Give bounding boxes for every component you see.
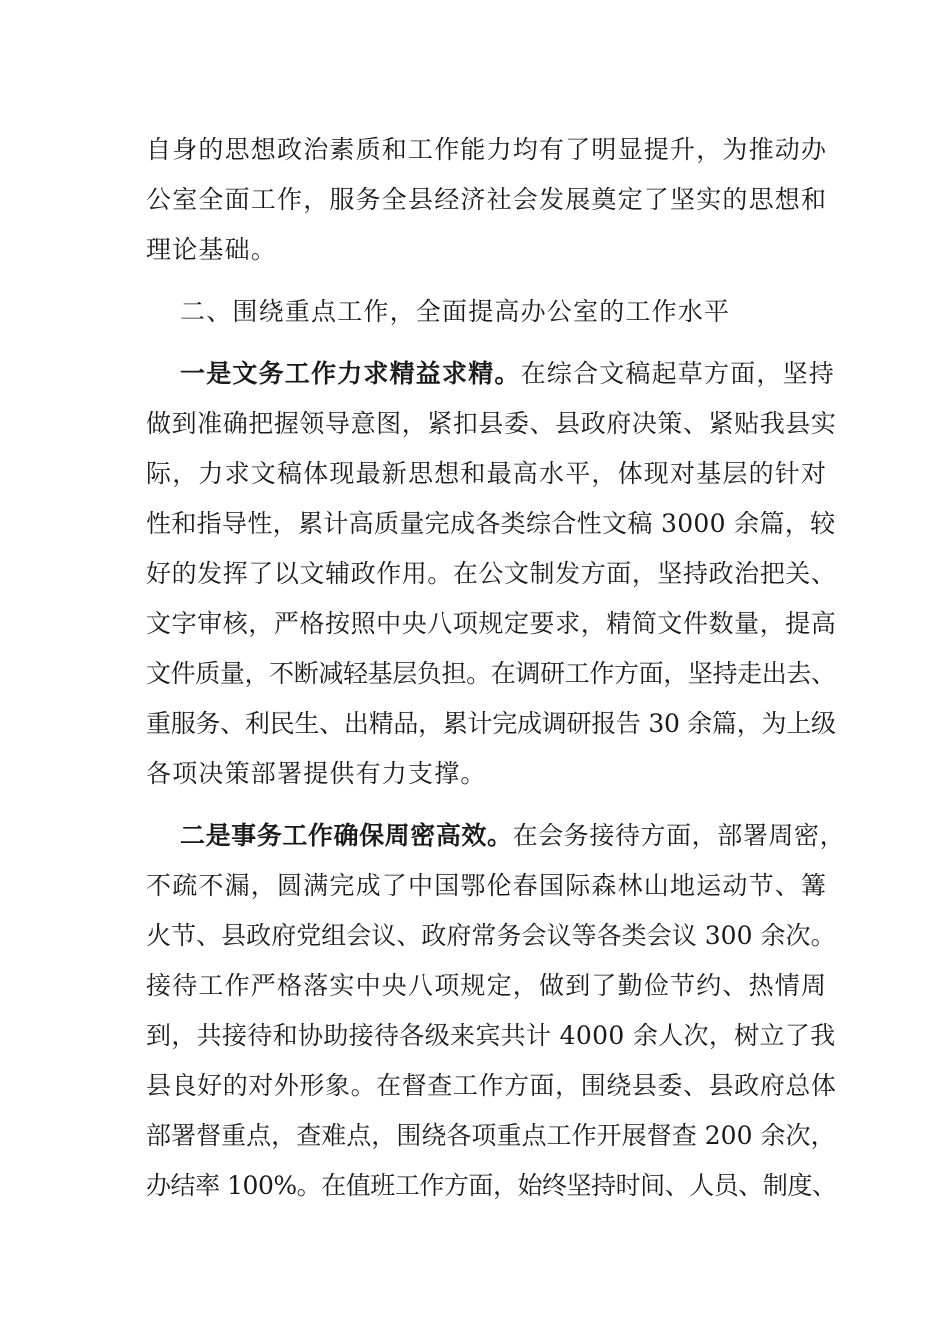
paragraph-2-line-8: 重服务、利民生、出精品，累计完成调研报告 30 余篇，为上级	[146, 709, 836, 738]
paragraph-1-line-2: 公室全面工作，服务全县经济社会发展奠定了坚实的思想和	[146, 185, 828, 214]
paragraph-1-line-1: 自身的思想政治素质和工作能力均有了明显提升，为推动办	[146, 135, 828, 164]
paragraph-2-line-4: 性和指导性，累计高质量完成各类综合性文稿 3000 余篇，较	[146, 509, 836, 538]
paragraph-3-line-8: 办结率 100%。在值班工作方面，始终坚持时间、人员、制度、	[146, 1171, 837, 1200]
paragraph-3-lead: 二是事务工作确保周密高效。	[180, 821, 513, 850]
paragraph-3-line-2: 不疏不漏，圆满完成了中国鄂伦春国际森林山地运动节、篝	[146, 871, 828, 900]
paragraph-3-line-4: 接待工作严格落实中央八项规定，做到了勤俭节约、热情周	[146, 971, 828, 1000]
paragraph-1-line-3: 理论基础。	[146, 235, 278, 264]
paragraph-2-line-5: 好的发挥了以文辅政作用。在公文制发方面，坚持政治把关、	[146, 559, 837, 588]
paragraph-3-line-1	[180, 820, 846, 852]
section-heading-2: 二、围绕重点工作，全面提高办公室的工作水平	[180, 297, 731, 326]
paragraph-3-line-3: 火节、县政府党组会议、政府常务会议等各类会议 300 余次。	[146, 921, 836, 950]
paragraph-3-line-7: 部署督重点，查难点，围绕各项重点工作开展督查 200 余次，	[146, 1121, 836, 1150]
paragraph-3-line-5: 到，共接待和协助接待各级来宾共计 4000 余人次，树立了我	[146, 1021, 836, 1050]
paragraph-2-lead: 一是文务工作力求精益求精。	[180, 359, 521, 388]
paragraph-2-line-6: 文字审核，严格按照中央八项规定要求，精简文件数量，提高	[146, 609, 837, 638]
paragraph-3-first-text: 在会务接待方面，部署周密，	[512, 821, 846, 850]
paragraph-2-first-text: 在综合文稿起草方面，坚持	[520, 359, 836, 388]
paragraph-2-line-3: 际，力求文稿体现最新思想和最高水平，体现对基层的针对	[146, 459, 828, 488]
paragraph-2-line-2: 做到准确把握领导意图，紧扣县委、县政府决策、紧贴我县实	[146, 409, 837, 438]
paragraph-2-line-7: 文件质量，不断减轻基层负担。在调研工作方面，坚持走出去、	[146, 659, 836, 688]
paragraph-2-line-9: 各项决策部署提供有力支撑。	[146, 759, 487, 788]
paragraph-3-line-6: 县良好的对外形象。在督查工作方面，围绕县委、县政府总体	[146, 1071, 837, 1100]
paragraph-2-line-1	[180, 358, 840, 390]
